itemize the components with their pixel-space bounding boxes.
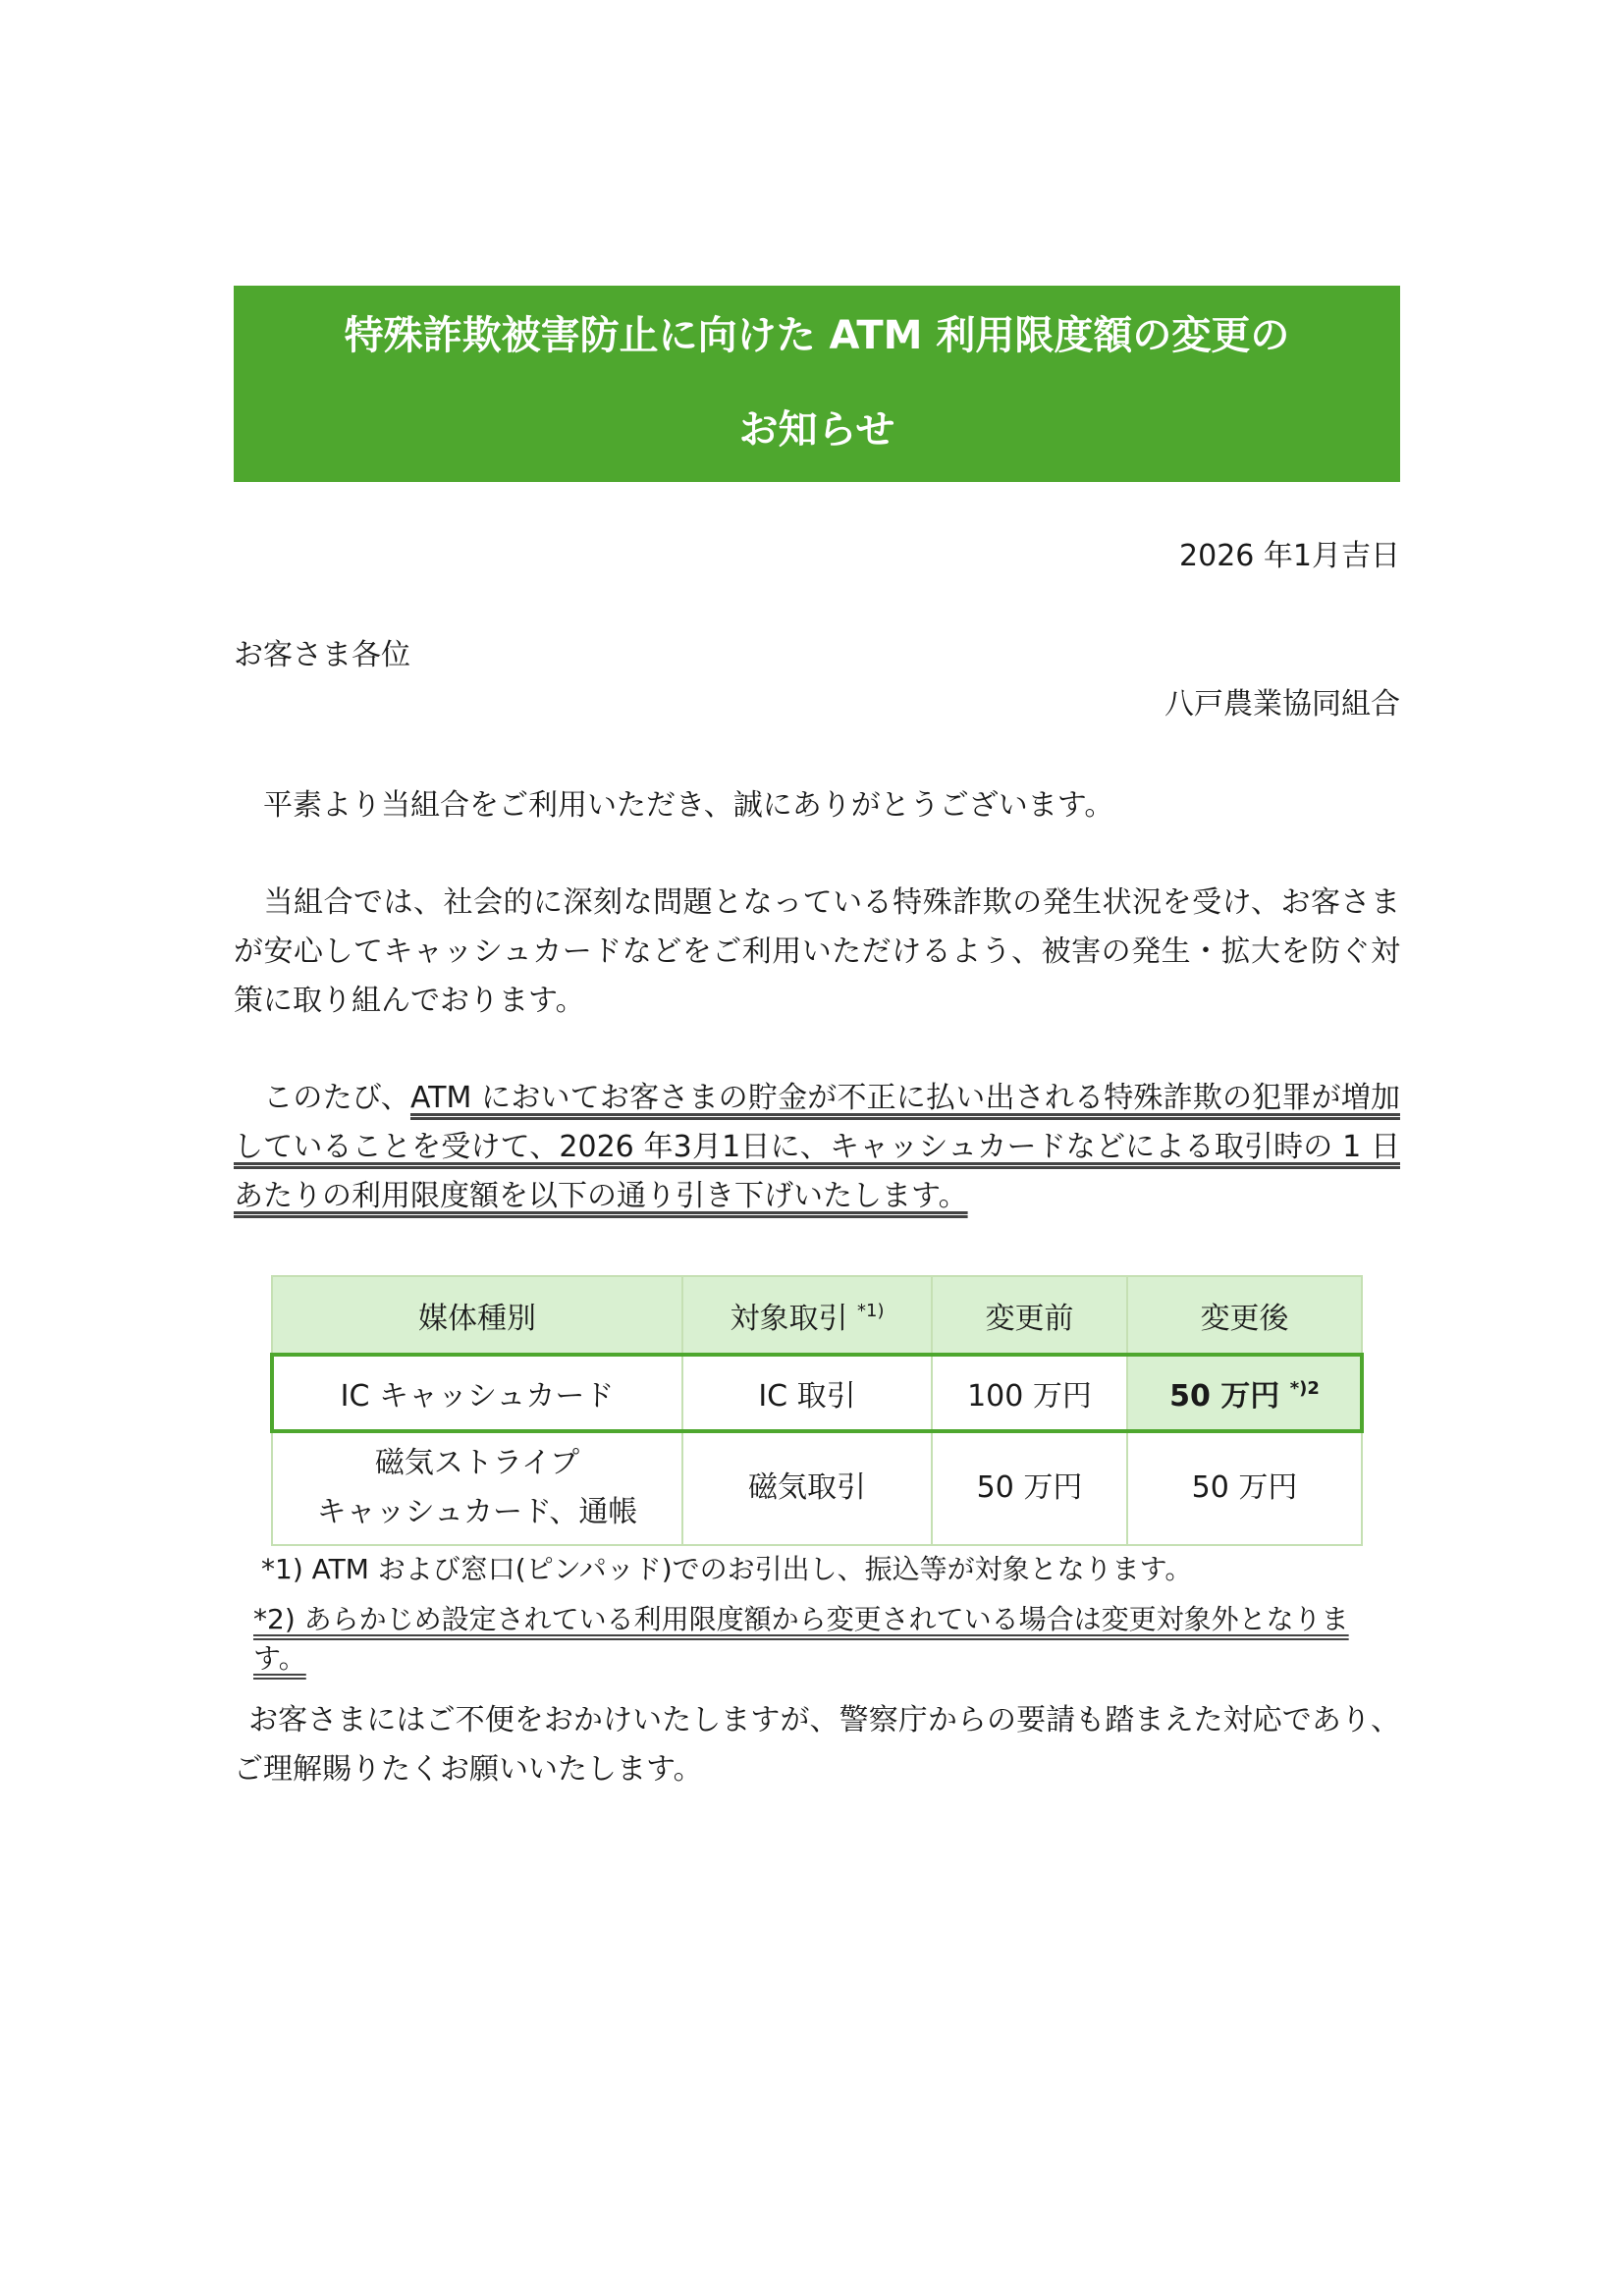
title-line-2: お知らせ (738, 407, 895, 453)
greeting-paragraph (234, 781, 1400, 830)
announcement-paragraph (234, 1074, 1400, 1221)
sender-name: 八戸農業協同組合 (1164, 687, 1400, 721)
announcement-underlined: ATM においてお客さまの貯金が不正に払い出される特殊詐欺の犯罪が増加していることを受けて、2026 年3月1日に、キャッシュカードなどによる取引時の 1 日あたりの利用限度額を以下の通り引き下げいたします。 (234, 1081, 1400, 1213)
footnote-1: *1) ATM および窓口(ピンパッド)でのお引出し、振込等が対象となります。 (261, 1553, 1193, 1585)
addressee: お客さま各位 (234, 638, 410, 672)
cell-before-ic: 100 万円 (932, 1355, 1127, 1431)
greeting-text: 平素より当組合をご利用いただき、誠にありがとうございます。 (263, 788, 1114, 823)
cell-media-magnetic (272, 1431, 682, 1545)
table-header-row (272, 1276, 1362, 1355)
cell-after-magnetic: 50 万円 (1127, 1431, 1362, 1545)
header-after: 変更後 (1127, 1276, 1362, 1355)
cell-after-ic (1127, 1355, 1362, 1431)
title-line-1: 特殊詐欺被害防止に向けた ATM 利用限度額の変更の (344, 313, 1290, 358)
table-row-ic (272, 1355, 1362, 1431)
cell-transaction-magnetic: 磁気取引 (682, 1431, 932, 1545)
cell-transaction-ic: IC 取引 (682, 1355, 932, 1431)
limit-table (271, 1275, 1363, 1546)
header-transaction-note: *1) (857, 1301, 885, 1321)
cell-media-magnetic-line1: 磁気ストライプ (374, 1446, 580, 1480)
issue-date: 2026 年1月吉日 (1179, 539, 1400, 573)
title-banner (234, 286, 1400, 482)
cell-media-ic: IC キャッシュカード (272, 1355, 682, 1431)
cell-after-ic-value: 50 万円 (1169, 1379, 1280, 1414)
background-paragraph (234, 879, 1400, 1026)
header-before: 変更前 (932, 1276, 1127, 1355)
header-media: 媒体種別 (272, 1276, 682, 1355)
cell-before-magnetic: 50 万円 (932, 1431, 1127, 1545)
announcement-lead: このたび、 (263, 1081, 410, 1115)
background-text: 当組合では、社会的に深刻な問題となっている特殊詐欺の発生状況を受け、お客さまが安心してキャッシュカードなどをご利用いただけるよう、被害の発生・拡大を防ぐ対策に取り組んでおります。 (234, 885, 1400, 1018)
closing-text: お客さまにはご不便をおかけいたしますが、警察庁からの要請も踏まえた対応であり、ご理解賜りたくお願いいたします。 (234, 1703, 1400, 1787)
table-row-magnetic (272, 1431, 1362, 1545)
cell-after-ic-note: *)2 (1289, 1378, 1320, 1399)
closing-paragraph (234, 1696, 1400, 1794)
header-transaction-label: 対象取引 (730, 1302, 848, 1336)
header-transaction (682, 1276, 932, 1355)
footnote-2: *2) あらかじめ設定されている利用限度額から変更されている場合は変更対象外となります。 (253, 1603, 1349, 1675)
cell-media-magnetic-line2: キャッシュカード、通帳 (316, 1495, 638, 1529)
